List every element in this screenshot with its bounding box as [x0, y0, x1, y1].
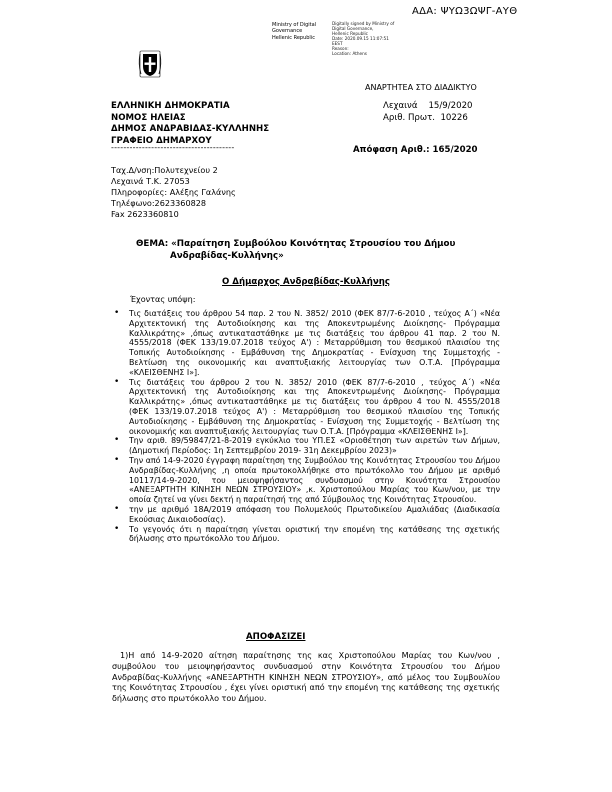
list-item: • Το γεγονός ότι η παραίτηση γίνεται οριστική την επομένη της κατάθεσης της σχετικής δήλωσης στο πρωτόκολλο του Δήμου. — [112, 525, 500, 545]
considering-label: Έχοντας υπόψη: — [130, 294, 196, 304]
ministry-line: Ministry of Digital — [272, 22, 317, 28]
signature-line: EEST — [332, 41, 343, 46]
header-line: ΓΡΑΦΕΙΟ ΔΗΜΑΡΧΟΥ — [111, 135, 212, 146]
digital-signature-block — [332, 21, 412, 56]
header-divider: ---------------------------------------- — [111, 143, 235, 152]
date-line: Λεχαινά 15/9/2020 — [383, 101, 473, 111]
considerations-list — [112, 309, 500, 544]
list-item: • Τις διατάξεις του άρθρου 54 παρ. 2 του Ν. 3852/ 2010 (ΦΕΚ 87/7-6-2010 , τεύχος Α΄) «Νέα Αρχιτεκτονική της Αυτοδιοίκησης και της Αποκεντρωμένης Διοίκησης- Πρόγραμμα Καλλικράτης» ,όπως αντικαταστάθηκε με τις διατάξεις του άρθρου 41 παρ. 2 του Ν. 4555/2018 (ΦΕΚ 133/19.07.2018 τεύχος Α') : Μεταρρύθμιση του θεσμικού πλαισίου της Τοπικής Αυτοδιοίκησης - Εμβάθυνση της Δημοκρατίας - Ενίσχυση της Συμμετοχής - Βελτίωση της οικονομικής και αναπτυξιακής λειτουργίας των Ο.Τ.Α. [Πρόγραμμα «ΚΛΕΙΣΘΕΝΗΣ Ι»]. — [112, 309, 500, 378]
ministry-line: Hellenic Republic — [272, 34, 315, 41]
mayor-heading: Ο Δήμαρχος Ανδραβίδας-Κυλλήνης — [222, 277, 390, 287]
contact-line: Ταχ.Δ/νση:Πολυτεχνείου 2 — [111, 165, 218, 175]
subject-line: ΘΕΜΑ: «Παραίτηση Συμβούλου Κοινότητας Στρουσίου του Δήμου — [136, 239, 456, 249]
list-item: • Την αριθ. 89/59847/21-8-2019 εγκύκλιο του ΥΠ.ΕΣ «Οριοθέτηση των αιρετών των Δήμων, (Δημοτική Περίοδος: 1η Σεπτεμβρίου 2019- 31η Δεκεμβρίου 2023)» — [112, 436, 500, 456]
decision-paragraph: 1)Η από 14-9-2020 αίτηση παραίτησης της κας Χριστοπούλου Μαρίας του Κων/νου , συμβούλου του μειοψηφήσαντος συνδυασμού στην Κοινότητα Στρουσίου του Δήμου Ανδραβίδας-Κυλλήνης «ΑΝΕΞΑΡΤΗΤΗ ΚΙΝΗΣΗ ΝΕΩΝ ΣΤΡΟΥΣΙΟΥ», από μέλος του Συμβουλίου της Κοινότητας Στρουσίου , έχει γίνει οριστική από την επομένη της κατάθεσης της σχετικής δήλωσης στο πρωτόκολλο του Δήμου. — [112, 651, 500, 704]
decision-number: Απόφαση Αριθ.: 165/2020 — [353, 145, 478, 155]
signature-line: Date: 2020.09.15 11:07:51 — [332, 36, 389, 41]
date-protocol-block — [383, 101, 473, 124]
signature-line: Hellenic Republic — [332, 31, 368, 36]
protocol-number: Αριθ. Πρωτ. 10226 — [383, 112, 468, 123]
contact-info — [111, 165, 236, 220]
signature-line: Digitally signed by Ministry of — [332, 21, 395, 26]
header-line: ΕΛΛΗΝΙΚΗ ΔΗΜΟΚΡΑΤΙΑ — [111, 101, 230, 111]
header-line: ΔΗΜΟΣ ΑΝΔΡΑΒΙΔΑΣ-ΚΥΛΛΗΝΗΣ — [111, 124, 270, 134]
digital-governance-label — [272, 22, 332, 41]
list-item: • την με αριθμό 18Α/2019 απόφαση του Πολυμελούς Πρωτοδικείου Αμαλιάδας (Διαδικασία Εκούσιας Δικαιοδοσίας). — [112, 505, 500, 525]
ada-code: ΑΔΑ: ΨΥΩ3ΩΨΓ-ΑΥΘ — [412, 6, 518, 17]
signature-line: Digital Governance, — [332, 26, 374, 31]
contact-line: Πληροφορίες: Αλέξης Γαλάνης — [111, 187, 236, 198]
ministry-line: Governance — [272, 28, 303, 35]
list-item: • Την από 14-9-2020 έγγραφη παραίτηση της Συμβούλου της Κοινότητας Στρουσίου του Δήμου Ανδραβίδας-Κυλλήνης ,η οποία πρωτοκολλήθηκε στο πρωτόκολλο του Δήμου με αριθμό 10117/14-9-2020, του μειοψηφήσαντος συνδυασμού στην Κοινότητα Στρουσίου «ΑΝΕΞΑΡΤΗΤΗ ΚΙΝΗΣΗ ΝΕΩΝ ΣΤΡΟΥΣΙΟΥ» ,κ. Χριστοπούλου Μαρίας του Κων/νου, με την οποία ζητεί να γίνει δεκτή η παραίτησή της από Σύμβουλος της Κοινότητας Στρουσίου. — [112, 456, 500, 505]
list-item: • Τις διατάξεις του άρθρου 2 του Ν. 3852/ 2010 (ΦΕΚ 87/7-6-2010 , τεύχος Α΄) «Νέα Αρχιτεκτονική της Αυτοδιοίκησης και της Αποκεντρωμένης Διοίκησης- Πρόγραμμα Καλλικράτης» ,όπως αντικαταστάθηκε με τις διατάξεις του άρθρου 4 του Ν. 4555/2018 (ΦΕΚ 133/19.07.2018 τεύχος Α') : Μεταρρύθμιση του θεσμικού πλαισίου της Τοπικής Αυτοδιοίκησης - Εμβάθυνση της Δημοκρατίας - Ενίσχυση της Συμμετοχής - Βελτίωση της οικονομικής και αναπτυξιακής λειτουργίας των Ο.Τ.Α. [Πρόγραμμα «ΚΛΕΙΣΘΕΝΗΣ Ι»]. — [112, 378, 500, 437]
authority-header — [111, 101, 269, 147]
publish-online-note: ΑΝΑΡΤΗΤΕΑ ΣΤΟ ΔΙΑΔΙΚΤΥΟ — [365, 83, 477, 92]
signature-line: Location: Athens — [332, 51, 367, 56]
signature-line: Reason: — [332, 46, 349, 51]
contact-line: Λεχαινά Τ.Κ. 27053 — [111, 176, 190, 187]
decides-heading: ΑΠΟΦΑΣΙΖΕΙ — [246, 632, 306, 642]
hellenic-emblem-icon — [137, 50, 163, 78]
header-line: ΝΟΜΟΣ ΗΛΕΙΑΣ — [111, 112, 186, 123]
subject-title — [136, 238, 496, 262]
contact-line: Fax 2623360810 — [111, 209, 179, 220]
contact-line: Τηλέφωνο:2623360828 — [111, 198, 207, 209]
subject-line: Ανδραβίδας-Κυλλήνης» — [170, 251, 284, 261]
